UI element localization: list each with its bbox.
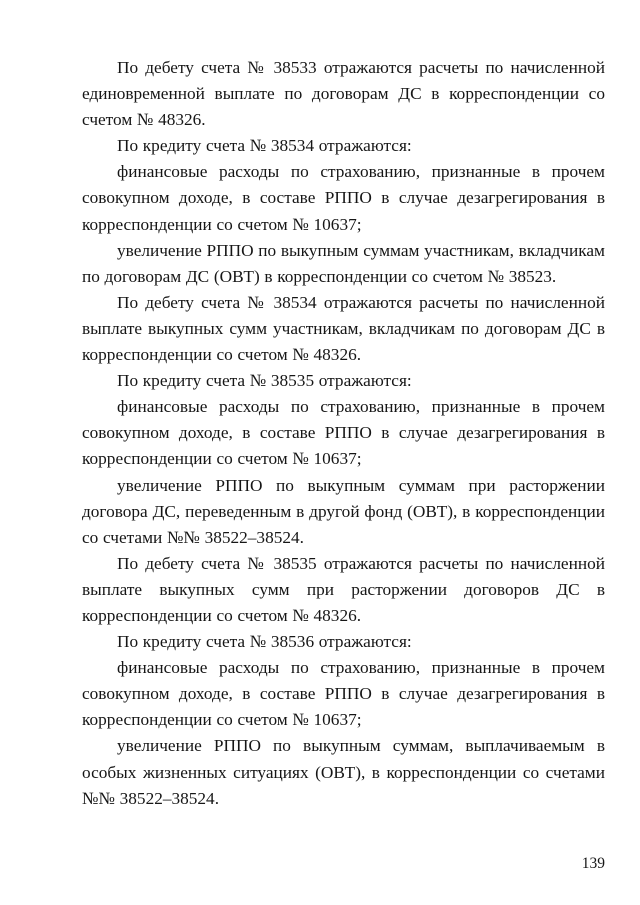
paragraph: По кредиту счета № 38536 отражаются: xyxy=(117,632,412,652)
paragraph: По кредиту счета № 38535 отражаются: xyxy=(117,371,412,391)
paragraph: финансовые расходы по страхованию, признанные в прочем совокупном доходе, в составе РППО в случае дезагрегирования в корреспонденции со счетом № 10637; xyxy=(82,397,605,469)
paragraph: увеличение РППО по выкупным суммам при расторжении договора ДС, переведенным в другой фонд (ОВТ), в корреспонденции со счетами №№ 38522–38524. xyxy=(82,475,605,547)
document-body-text xyxy=(82,55,605,812)
paragraph: финансовые расходы по страхованию, признанные в прочем совокупном доходе, в составе РППО в случае дезагрегирования в корреспонденции со счетом № 10637; xyxy=(82,658,605,730)
paragraph: По дебету счета № 38533 отражаются расчеты по начисленной единовременной выплате по договорам ДС в корреспонденции со счетом № 48326. xyxy=(82,58,605,130)
paragraph: По кредиту счета № 38534 отражаются: xyxy=(117,136,412,156)
page-number: 139 xyxy=(581,855,605,872)
paragraph: увеличение РППО по выкупным суммам участникам, вкладчикам по договорам ДС (ОВТ) в корреспонденции со счетом № 38523. xyxy=(82,240,605,286)
paragraph: По дебету счета № 38534 отражаются расчеты по начисленной выплате выкупных сумм участникам, вкладчикам по договорам ДС в корреспонденции со счетом № 48326. xyxy=(82,292,605,365)
paragraph: По дебету счета № 38535 отражаются расчеты по начисленной выплате выкупных сумм при расторжении договоров ДС в корреспонденции со счетом № 48326. xyxy=(82,553,605,625)
paragraph: увеличение РППО по выкупным суммам, выплачиваемым в особых жизненных ситуациях (ОВТ), в корреспонденции со счетами №№ 38522–38524. xyxy=(82,736,605,808)
paragraph: финансовые расходы по страхованию, признанные в прочем совокупном доходе, в составе РППО в случае дезагрегирования в корреспонденции со счетом № 10637; xyxy=(82,162,605,234)
